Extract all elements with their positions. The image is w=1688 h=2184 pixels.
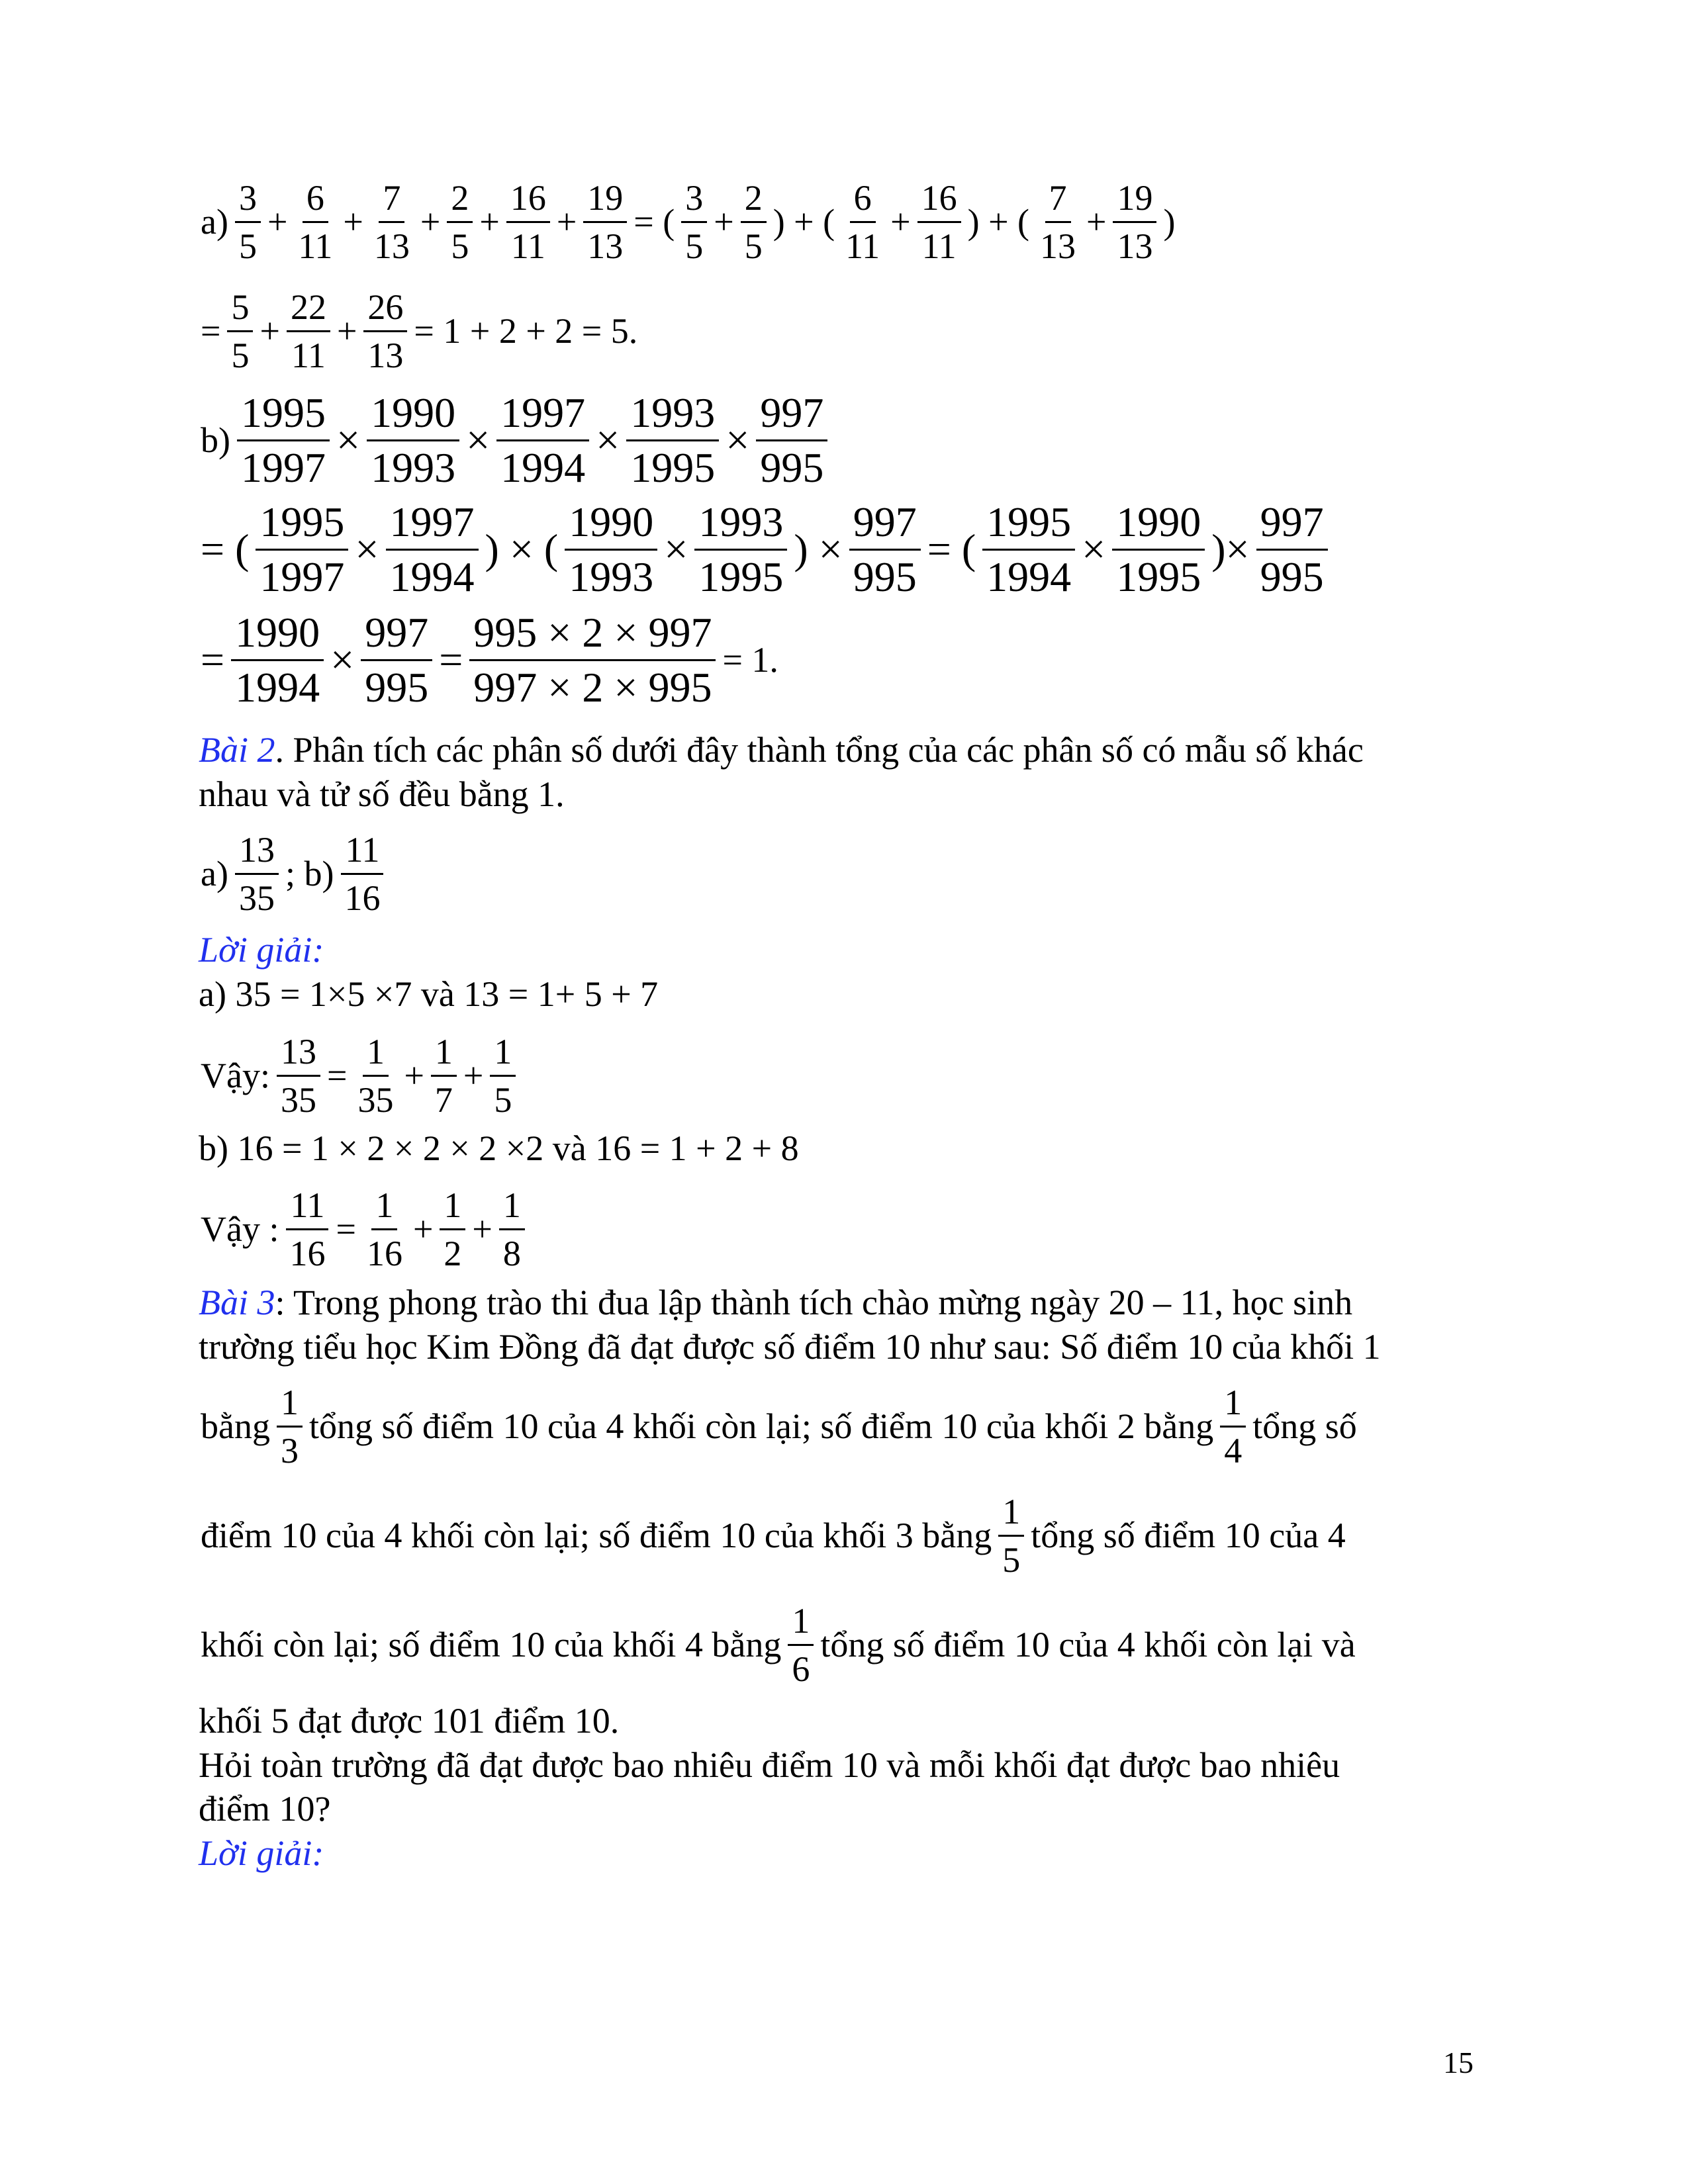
bai2-b-line: b) 16 = 1 × 2 × 2 × 2 ×2 và 16 = 1 + 2 + 8	[199, 1128, 799, 1168]
fraction: $\frac{1997}{1994}$	[384, 501, 481, 598]
bai3-line-4: điểm 10 của 4 khối còn lại; số điểm 10 của khối 3 bằng $\frac{1}{5}$ tổng số điểm 10 của 4	[201, 1491, 1346, 1580]
fraction: $\frac{22}{11}$	[285, 289, 332, 373]
bai2-line-2: nhau và tử số đều bằng 1.	[199, 774, 565, 814]
part-b-label: b)	[201, 420, 230, 460]
fraction: $\frac{1993}{1995}$	[624, 392, 721, 489]
bai2-solution-heading: Lời giải:	[199, 930, 324, 970]
fraction: $\frac{13}{35}$	[233, 832, 281, 916]
bai3-line-3: bằng $\frac{1}{3}$ tổng số điểm 10 của 4 khối còn lại; số điểm 10 của khối 2 bằng $\frac{1}{4}$ tổng số	[201, 1382, 1357, 1471]
fraction: $\frac{997}{995}$	[359, 612, 434, 709]
bai3-solution-heading: Lời giải:	[199, 1833, 324, 1873]
fraction: $\frac{1995}{1994}$	[980, 501, 1077, 598]
fraction: $\frac{1}{4}$	[1218, 1385, 1248, 1469]
fraction: $\frac{995 \times 2 \times 997}{997 \times 2 \times 995}$	[467, 612, 718, 709]
part-a-line-2: = $\frac{5}{5}$ + $\frac{22}{11}$ + $\frac{26}{13}$ = 1 + 2 + 2 = 5.	[199, 301, 639, 361]
fraction: $\frac{16}{11}$	[915, 180, 963, 264]
bai2-vay-b: Vậy : $\frac{11}{16}$ = $\frac{1}{16}$ + $\frac{1}{2}$ + $\frac{1}{8}$	[199, 1199, 530, 1259]
fraction: $\frac{19}{13}$	[581, 180, 629, 264]
fraction: $\frac{11}{16}$	[338, 832, 386, 916]
fraction: $\frac{19}{13}$	[1111, 180, 1158, 264]
fraction: $\frac{1}{8}$	[497, 1187, 527, 1271]
fraction: $\frac{1}{35}$	[357, 1031, 394, 1120]
fraction: $\frac{1}{7}$	[429, 1034, 459, 1118]
fraction: $\frac{26}{13}$	[361, 289, 409, 373]
fraction: $\frac{11}{16}$	[283, 1187, 331, 1271]
part-b-result: = 1.	[722, 640, 778, 680]
bai3-line-1: Bài 3: Trong phong trào thi đua lập thành tích chào mừng ngày 20 – 11, học sinh	[199, 1283, 1353, 1322]
fraction: $\frac{1990}{1993}$	[563, 501, 659, 598]
fraction: $\frac{6}{11}$	[845, 177, 880, 266]
fraction: $\frac{1990}{1993}$	[365, 392, 461, 489]
bai3-question-2: điểm 10?	[199, 1789, 331, 1829]
fraction: $\frac{1993}{1995}$	[692, 501, 789, 598]
fraction: $\frac{1}{5}$	[488, 1034, 518, 1118]
fraction: $\frac{7}{13}$	[1040, 177, 1076, 266]
fraction: $\frac{7}{13}$	[373, 177, 410, 266]
fraction: $\frac{13}{35}$	[275, 1034, 322, 1118]
fraction: $\frac{2}{5}$	[445, 180, 475, 264]
fraction: $\frac{997}{995}$	[1254, 501, 1330, 598]
fraction: $\frac{1990}{1995}$	[1110, 501, 1207, 598]
bai3-line-6: khối 5 đạt được 101 điểm 10.	[199, 1701, 620, 1741]
fraction: $\frac{5}{5}$	[225, 289, 255, 373]
bai3-title: Bài 3	[199, 1283, 275, 1322]
bai3-line-5: khối còn lại; số điểm 10 của khối 4 bằng $\frac{1}{6}$ tổng số điểm 10 của 4 khối còn lại và	[201, 1600, 1356, 1689]
page-number: 15	[1443, 2046, 1474, 2079]
part-b-line-2: = ( $\frac{1995}{1997}$ × $\frac{1997}{1994}$ ) × ( $\frac{1990}{1993}$ × $\frac{1993}{1995}$ ) × $\frac{997}{995}$ = ( $\frac{1995}{1994}$ × $\frac{1990}{1995}$ )× $\frac{997}{995}$	[199, 520, 1333, 579]
fraction: $\frac{1}{3}$	[275, 1385, 305, 1469]
fraction: $\frac{997}{995}$	[754, 392, 829, 489]
bai2-vay-a: Vậy: $\frac{13}{35}$ = $\frac{1}{35}$ + $\frac{1}{7}$ + $\frac{1}{5}$	[199, 1046, 520, 1105]
bai3-line-2: trường tiểu học Kim Đồng đã đạt được số điểm 10 như sau: Số điểm 10 của khối 1	[199, 1327, 1381, 1367]
part-b-line-1: b) $\frac{1995}{1997}$ × $\frac{1990}{1993}$ × $\frac{1997}{1994}$ × $\frac{1993}{1995}$ × $\frac{997}{995}$	[199, 410, 832, 470]
fraction: $\frac{1990}{1994}$	[229, 612, 326, 709]
fraction: $\frac{2}{5}$	[739, 180, 769, 264]
fraction: $\frac{1}{16}$	[366, 1185, 402, 1273]
bai2-task-line: a) $\frac{13}{35}$ ; b) $\frac{11}{16}$	[199, 844, 389, 903]
fraction: $\frac{1995}{1997}$	[254, 501, 350, 598]
fraction: $\frac{6}{11}$	[298, 177, 333, 266]
part-b-line-3: = $\frac{1990}{1994}$ × $\frac{997}{995}$ = $\frac{995 \times 2 \times 997}{997 \times 2 \times 995}$ = 1.	[199, 630, 780, 690]
bai2-line-1: Bài 2. Phân tích các phân số dưới đây thành tổng của các phân số có mẫu số khác	[199, 730, 1364, 770]
part-a-line-1: a) $\frac{3}{5}$ + $\frac{6}{11}$ + $\frac{7}{13}$ + $\frac{2}{5}$ + $\frac{16}{11}$ + $\frac{19}{13}$ = ( $\frac{3}{5}$ + $\frac{2}{5}$ ) + ( $\frac{6}{11}$ + $\frac{16}{11}$ ) + ( $\frac{7}{13}$ + $\frac{19}{13}$ )	[199, 192, 1177, 251]
bai3-question-1: Hỏi toàn trường đã đạt được bao nhiêu điểm 10 và mỗi khối đạt được bao nhiêu	[199, 1745, 1340, 1785]
bai2-a-line: a) 35 = 1×5 ×7 và 13 = 1+ 5 + 7	[199, 974, 659, 1014]
fraction: $\frac{997}{995}$	[847, 501, 923, 598]
fraction: $\frac{1997}{1994}$	[494, 392, 591, 489]
fraction: $\frac{1995}{1997}$	[235, 392, 332, 489]
fraction: $\frac{1}{2}$	[438, 1187, 467, 1271]
fraction: $\frac{3}{5}$	[233, 180, 263, 264]
fraction: $\frac{3}{5}$	[679, 180, 709, 264]
fraction: $\frac{16}{11}$	[504, 180, 552, 264]
part-a-label: a)	[201, 202, 228, 242]
fraction: $\frac{1}{6}$	[786, 1603, 816, 1687]
fraction: $\frac{1}{5}$	[996, 1494, 1026, 1578]
part-a-result: = 1 + 2 + 2 = 5.	[414, 311, 638, 351]
bai2-title: Bài 2	[199, 730, 275, 770]
